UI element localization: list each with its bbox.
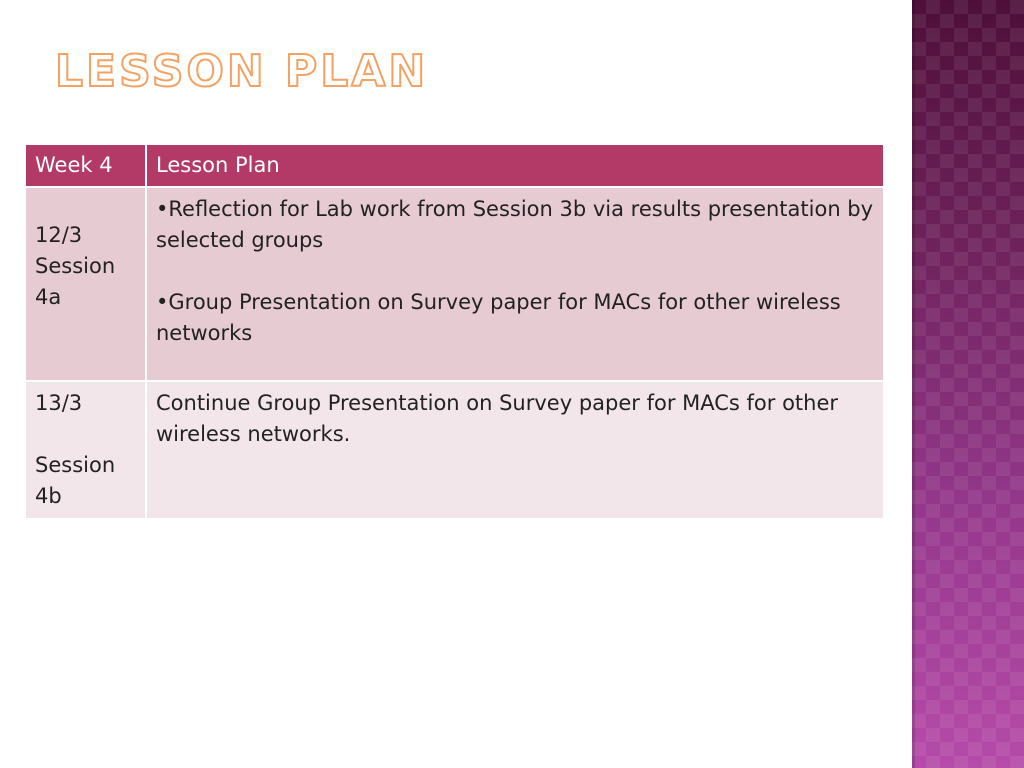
week-date: 12/3 (35, 222, 83, 247)
plan-cell (146, 187, 884, 381)
slide-title: LESSON PLAN (55, 46, 429, 97)
week-cell (25, 187, 146, 381)
plan-cell (146, 381, 884, 519)
week-session-label: Session (35, 253, 116, 278)
decorative-side-band (912, 0, 1024, 768)
week-session-id: 4b (35, 484, 62, 508)
week-spacer (35, 419, 136, 450)
week-cell (25, 381, 146, 519)
table-header-row (25, 144, 884, 187)
table-row (25, 381, 884, 519)
lesson-plan-table (24, 143, 885, 520)
plan-spacer (156, 256, 874, 287)
header-week: Week 4 (25, 144, 146, 187)
week-date: 13/3 (35, 391, 83, 415)
plan-item: Continue Group Presentation on Survey paper for MACs for other wireless networks. (156, 391, 839, 446)
week-session-id: 4a (35, 284, 62, 309)
plan-item: •Group Presentation on Survey paper for MACs for other wireless networks (156, 290, 841, 345)
plan-item: •Reflection for Lab work from Session 3b via results presentation by selected groups (156, 197, 874, 252)
table-row (25, 187, 884, 381)
week-session-label: Session (35, 453, 116, 477)
side-band-edge (912, 0, 915, 768)
header-lesson-plan: Lesson Plan (146, 144, 884, 187)
